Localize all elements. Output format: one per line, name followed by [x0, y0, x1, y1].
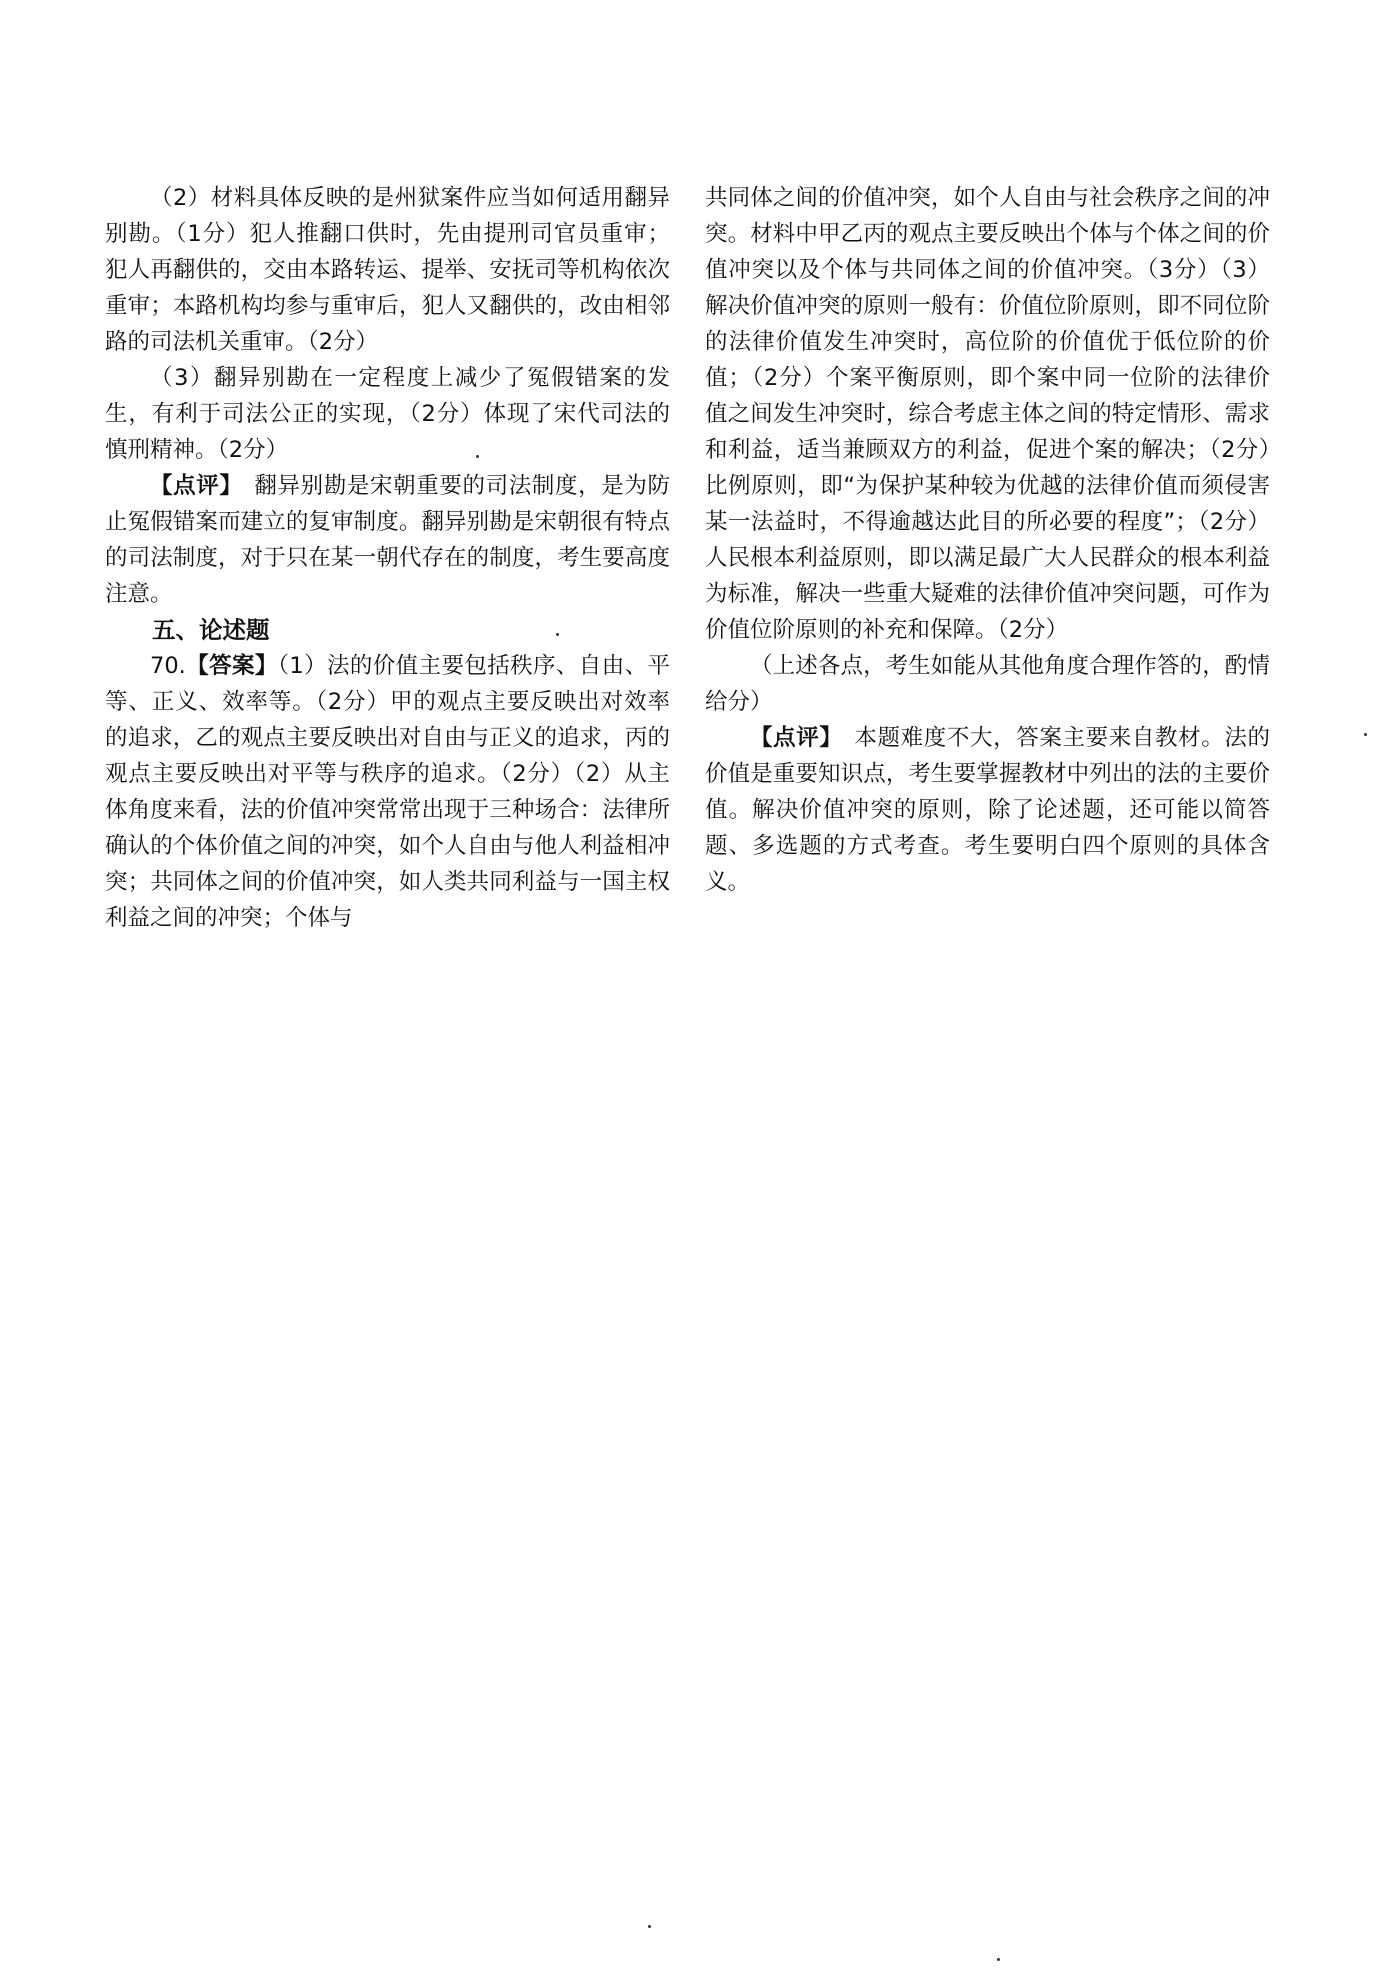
right-column: [705, 180, 1270, 900]
review-paragraph-2: [705, 720, 1270, 900]
scan-speck: [1364, 733, 1367, 736]
review-text: 翻异别勘是宋朝重要的司法制度，是为防止冤假错案而建立的复审制度。翻异别勘是宋朝很有特点的司法制度，对于只在某一朝代存在的制度，考生要高度注意。: [105, 473, 670, 607]
left-column: [105, 180, 670, 936]
review-text-2: 本题难度不大，答案主要来自教材。法的价值是重要知识点，考生要掌握教材中列出的法的主要价值。解决价值冲突的原则，除了论述题，还可能以简答题、多选题的方式考查。考生要明白四个原则的具体含义。: [705, 725, 1270, 895]
review-tag-2: 【点评】: [750, 725, 832, 751]
review-paragraph: [105, 468, 670, 612]
scan-speck: [476, 455, 479, 458]
answer-tag: 【答案】: [185, 653, 278, 679]
scan-speck: [648, 1925, 651, 1928]
question-70-answer-paragraph: [105, 648, 670, 936]
question-number: 70.: [150, 653, 186, 679]
answer-part-2-paragraph: （2）材料具体反映的是州狱案件应当如何适用翻异别勘。（1分）犯人推翻口供时，先由提刑司官员重审；犯人再翻供的，交由本路转运、提举、安抚司等机构依次重审；本路机构均参与重审后，犯人又翻供的，改由相邻路的司法机关重审。（2分）: [105, 185, 670, 355]
answer-part-3-paragraph: （3）翻异别勘在一定程度上减少了冤假错案的发生，有利于司法公正的实现，（2分）体现了宋代司法的慎刑精神。（2分）: [105, 365, 670, 463]
question-70-answer-text: （1）法的价值主要包括秩序、自由、平等、正义、效率等。（2分）甲的观点主要反映出对效率的追求，乙的观点主要反映出对自由与正义的追求，丙的观点主要反映出对平等与秩序的追求。（2分）（2）从主体角度来看，法的价值冲突常常出现于三种场合：法律所确认的个体价值之间的冲突，如个人自由与他人利益相冲突；共同体之间的价值冲突，如人类共同利益与一国主权利益之间的冲突；个体与: [105, 653, 670, 931]
scan-speck: [556, 633, 559, 636]
scan-speck: [997, 1958, 1000, 1961]
section-heading: 五、论述题: [152, 616, 270, 644]
grading-note-paragraph: （上述各点，考生如能从其他角度合理作答的，酌情给分）: [705, 653, 1270, 715]
answer-continuation-paragraph: 共同体之间的价值冲突，如个人自由与社会秩序之间的冲突。材料中甲乙丙的观点主要反映出个体与个体之间的价值冲突以及个体与共同体之间的价值冲突。（3分）（3）解决价值冲突的原则一般有：价值位阶原则，即不同位阶的法律价值发生冲突时，高位阶的价值优于低位阶的价值；（2分）个案平衡原则，即个案中同一位阶的法律价值之间发生冲突时，综合考虑主体之间的特定情形、需求和利益，适当兼顾双方的利益，促进个案的解决；（2分）比例原则，即“为保护某种较为优越的法律价值而须侵害某一法益时，不得逾越达此目的所必要的程度”；（2分）人民根本利益原则，即以满足最广大人民群众的根本利益为标准，解决一些重大疑难的法律价值冲突问题，可作为价值位阶原则的补充和保障。（2分）: [705, 185, 1270, 643]
review-tag: 【点评】: [150, 473, 232, 499]
